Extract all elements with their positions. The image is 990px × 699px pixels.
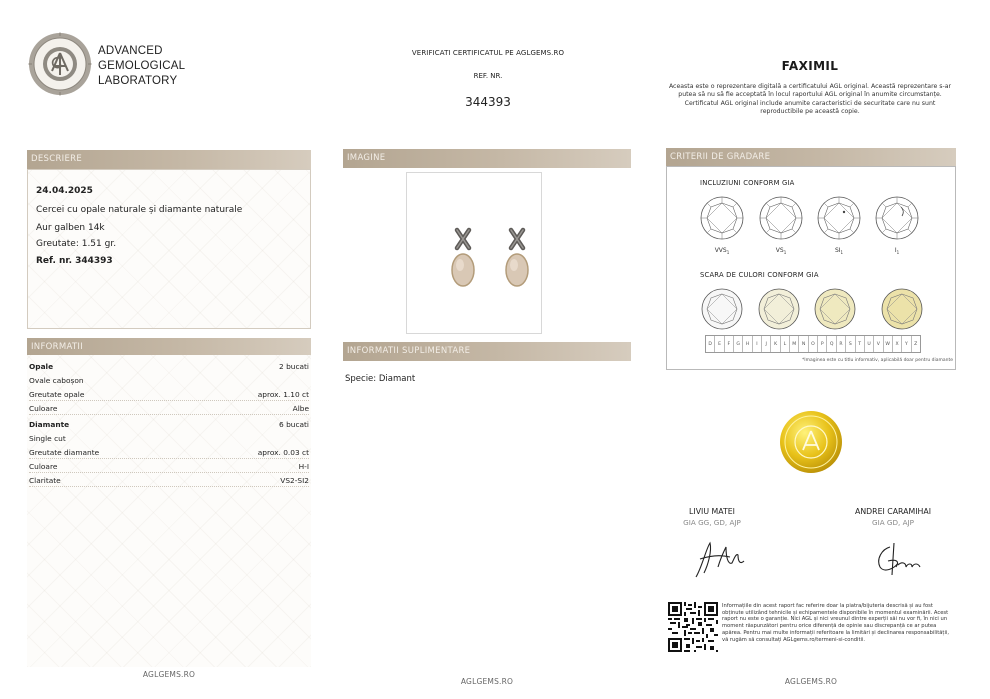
criteria-note: *Imaginea este cu titlu informativ, aplicabilă doar pentru diamante xyxy=(802,358,953,363)
scale-cell: Q xyxy=(827,336,836,352)
inclusion-label-si xyxy=(816,247,862,255)
footer-website-right[interactable]: AGLGEMS.RO xyxy=(784,677,838,686)
info-row-shape xyxy=(29,375,309,387)
signature-2-icon xyxy=(866,537,936,581)
info-value: aprox. 1.10 ct xyxy=(257,390,309,399)
scale-cell: Z xyxy=(914,341,918,347)
descriere-header: DESCRIERE xyxy=(27,150,311,169)
product-image xyxy=(406,172,542,334)
info-row-clarity xyxy=(29,475,309,487)
diamond-color-m-icon xyxy=(812,286,858,332)
info-label: Diamante xyxy=(29,420,70,429)
agl-logo-seal-icon xyxy=(28,32,92,96)
verify-link-text[interactable]: VERIFICATI CERTIFICATUL PE AGLGEMS.RO xyxy=(411,49,565,57)
legal-disclaimer: Informațiile din acest raport fac referire doar la piatra/bijuteria descrisă și au fost obținute utilizând tehnicile și echipamentele disponibile în momentul examinării. Acest raport nu este o garanție. Nici AGL și nici vreunul dintre experții săi nu vor fi, în nici un moment răspunzători pentru orice diferență de opinie sau discrepanță ce ar putea apărea. Pentru mai multe informații referitoare la limitări și declinarea responsabilității, vă rugăm să consultați AGLgems.ro/termeni-si-conditii. xyxy=(722,603,949,643)
info-label: Culoare xyxy=(29,462,58,471)
ref-number-value: 344393 xyxy=(465,95,511,109)
scale-cell: M xyxy=(790,336,799,352)
scale-cell: S xyxy=(846,336,855,352)
criterii-header: CRITERII DE GRADARE xyxy=(666,148,956,167)
ref-number-label: REF. NR. xyxy=(473,72,503,80)
imagine-header: IMAGINE xyxy=(343,149,631,168)
inclusion-grade: VS xyxy=(775,247,784,254)
lab-name-line2: GEMOLOGICAL xyxy=(98,60,186,72)
informatii-header: INFORMATII xyxy=(27,338,311,357)
info-value: 6 bucati xyxy=(279,420,309,429)
scale-cell: D xyxy=(706,336,715,352)
lab-name-line3: LABORATORY xyxy=(98,75,178,87)
descriere-box xyxy=(27,169,311,329)
info-label: Greutate opale xyxy=(29,390,85,399)
qr-code-icon[interactable] xyxy=(668,602,718,652)
inclusion-label-i xyxy=(874,247,920,255)
info-row-diamante xyxy=(29,419,309,431)
info-label: Single cut xyxy=(29,434,66,443)
lab-name xyxy=(98,44,185,89)
scale-cell: X xyxy=(893,336,902,352)
earrings-icon xyxy=(407,173,543,335)
scale-cell: K xyxy=(771,336,780,352)
info-row-opale xyxy=(29,361,309,373)
item-metal: Aur galben 14k xyxy=(36,223,105,233)
info-value: aprox. 0.03 ct xyxy=(257,448,309,457)
grading-criteria-box xyxy=(666,166,956,370)
inclusion-label-vs xyxy=(758,247,804,255)
info-label: Greutate diamante xyxy=(29,448,100,457)
diamond-color-h-icon xyxy=(756,286,802,332)
diamond-vvs-icon xyxy=(699,195,745,241)
inclusion-sub: 1 xyxy=(783,250,787,256)
inclusion-sub: 1 xyxy=(896,250,900,256)
suplimentare-header: INFORMATII SUPLIMENTARE xyxy=(343,342,631,361)
specie-text: Specie: Diamant xyxy=(345,374,416,384)
info-row-diamond-color xyxy=(29,461,309,473)
report-date: 24.04.2025 xyxy=(36,186,93,196)
scale-cell: Y xyxy=(902,336,911,352)
info-row-diamond-weight xyxy=(29,447,309,459)
diamond-vs-icon xyxy=(758,195,804,241)
info-label: Ovale caboșon xyxy=(29,376,84,385)
inclusion-sub: 1 xyxy=(726,250,730,256)
scale-cell: F xyxy=(725,336,734,352)
item-ref: Ref. nr. 344393 xyxy=(36,256,113,266)
info-value: H-I xyxy=(298,462,309,471)
info-row-opal-weight xyxy=(29,389,309,401)
signer-1-name: LIVIU MATEI xyxy=(689,507,735,516)
info-label: Opale xyxy=(29,362,54,371)
diamond-si-icon xyxy=(816,195,862,241)
info-value: 2 bucati xyxy=(279,362,309,371)
color-scale-bar xyxy=(705,335,921,353)
info-value: VS2-SI2 xyxy=(280,476,309,485)
faximil-disclaimer: Aceasta este o reprezentare digitală a certificatului AGL original. Această reprezentare s-ar putea să nu să fie acceptată în locul raportului AGL original în anumite circumstanțe. Certificatul AGL original include anumite caracteristici de securitate care nu sunt reproductibile pe această copie. xyxy=(668,83,952,115)
info-value: Albe xyxy=(292,404,309,413)
inclusion-grade: VVS xyxy=(714,247,727,254)
signature-1-icon xyxy=(688,537,758,581)
scale-cell: J xyxy=(762,336,771,352)
scale-cell: L xyxy=(781,336,790,352)
scale-cell: U xyxy=(865,336,874,352)
scale-cell: V xyxy=(874,336,883,352)
scale-cell: G xyxy=(734,336,743,352)
scale-cell: O xyxy=(809,336,818,352)
inclusions-title: INCLUZIUNI CONFORM GIA xyxy=(700,179,795,187)
inclusion-sub: 1 xyxy=(840,250,844,256)
inclusion-label-vvs xyxy=(699,247,745,255)
gold-seal-icon xyxy=(779,410,843,474)
scale-cell: R xyxy=(837,336,846,352)
signer-2-credentials: GIA GD, AJP xyxy=(872,518,914,527)
item-weight: Greutate: 1.51 gr. xyxy=(36,239,117,249)
diamond-color-d-icon xyxy=(699,286,745,332)
scale-cell: W xyxy=(884,336,893,352)
diamond-i-icon xyxy=(874,195,920,241)
lab-name-line1: ADVANCED xyxy=(98,45,163,57)
footer-website-left[interactable]: AGLGEMS.RO xyxy=(142,670,196,679)
colors-title: SCARA DE CULORI CONFORM GIA xyxy=(700,271,819,279)
informatii-panel xyxy=(27,355,311,667)
info-row-opal-color xyxy=(29,403,309,415)
faximil-title: FAXIMIL xyxy=(781,59,839,73)
scale-cell: N xyxy=(799,336,808,352)
diamond-color-z-icon xyxy=(879,286,925,332)
inclusion-grade: SI xyxy=(834,247,841,254)
info-label: Culoare xyxy=(29,404,58,413)
footer-website-center[interactable]: AGLGEMS.RO xyxy=(460,677,514,686)
info-row-cut xyxy=(29,433,309,445)
signer-1-credentials: GIA GG, GD, AJP xyxy=(683,518,741,527)
scale-cell: H xyxy=(743,336,752,352)
scale-cell: E xyxy=(715,336,724,352)
scale-cell: T xyxy=(856,336,865,352)
inclusion-grade: I xyxy=(894,247,897,254)
scale-cell: I xyxy=(753,336,762,352)
item-description: Cercei cu opale naturale și diamante naturale xyxy=(36,205,243,215)
scale-cell: P xyxy=(818,336,827,352)
info-label: Claritate xyxy=(29,476,61,485)
signer-2-name: ANDREI CARAMIHAI xyxy=(854,507,932,516)
